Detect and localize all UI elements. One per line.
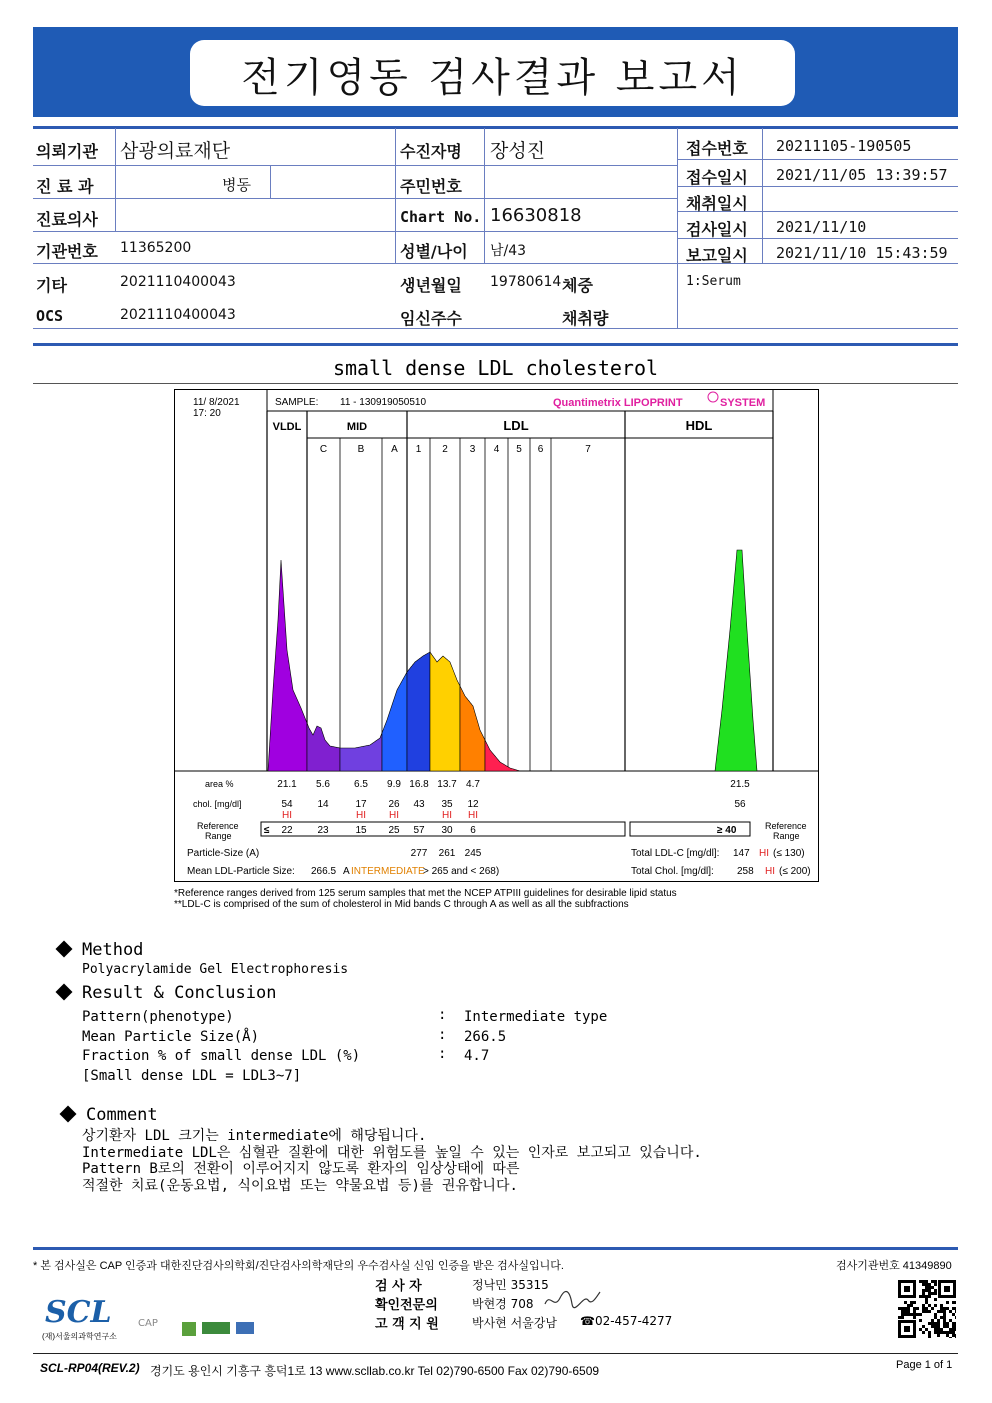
birth-label: 생년월일 [400, 276, 462, 295]
lipoprint-chart-svg [175, 390, 818, 881]
footer-bottom-line [33, 1353, 958, 1354]
sample-id: 11 - 130919050510 [340, 397, 427, 408]
area-value: 21.1 [277, 779, 297, 790]
band-label-4: 4 [493, 444, 500, 455]
birth-value: 19780614 [490, 274, 562, 290]
chol-value: 43 [413, 799, 425, 810]
lh-accreditation-icon [182, 1322, 196, 1336]
result-value-2: 4.7 [464, 1048, 490, 1064]
chart-no-label: Chart No. [400, 208, 482, 226]
footer-divider [33, 1247, 958, 1250]
sex-age-label: 성별/나이 [400, 242, 468, 261]
report-date-value: 2021/11/10 15:43:59 [776, 244, 948, 262]
report-date-label: 보고일시 [686, 246, 748, 265]
chol-value: 54 [281, 799, 293, 810]
ref-label: Reference [197, 821, 239, 831]
band-label-A: A [391, 444, 398, 455]
scl-logo-sub: (재)서울의과학연구소 [42, 1332, 117, 1341]
total-chol-ref: (≤ 200) [779, 866, 811, 877]
area-value: 13.7 [437, 779, 457, 790]
hi-flag: HI [468, 810, 478, 821]
test-date-label: 검사일시 [686, 220, 748, 239]
zone-label-hdl: HDL [685, 418, 713, 433]
lipoprint-mark-icon [708, 392, 718, 402]
area-row-label: area % [205, 779, 234, 789]
diamond-bullet-icon [56, 941, 73, 958]
ocs-label: OCS [36, 307, 64, 325]
reference-note: *Reference ranges derived from 125 serum samples that met the NCEP ATPIII guidelines for desirable lipid status [174, 888, 677, 899]
result-note: [Small dense LDL = LDL3~7] [82, 1068, 302, 1084]
lipoprint-chart [174, 389, 819, 882]
form-number: SCL-RP04(REV.2) [40, 1361, 140, 1375]
pregnancy-label: 임신주수 [400, 309, 462, 328]
vldl-peak [268, 560, 307, 771]
dept-value: 병동 [222, 176, 251, 194]
confirmer-label: 확인전문의 [375, 1298, 438, 1313]
hi-flag: HI [389, 810, 399, 821]
dept-label: 진 료 과 [36, 177, 94, 196]
chart-time: 17: 20 [193, 408, 221, 419]
band-label-1: 1 [415, 444, 422, 455]
area-value: 6.5 [354, 779, 368, 790]
result-colon-0: : [438, 1007, 447, 1023]
chol-value: 56 [734, 799, 746, 810]
comment-line-1: Intermediate LDL은 심혈관 질환에 대한 위험도를 높일 수 있는 인자로 보고되고 있습니다. [82, 1145, 702, 1161]
receipt-no-value: 20211105-190505 [776, 137, 912, 155]
resident-no-label: 주민번호 [400, 177, 462, 196]
result-value-1: 266.5 [464, 1029, 507, 1045]
result-value-0: Intermediate type [464, 1009, 608, 1025]
ref-value: 22 [281, 825, 293, 836]
zone-label-ldl: LDL [503, 418, 529, 433]
mean-size-flag: INTERMEDIATE [351, 866, 425, 877]
particle-size-value: 245 [464, 848, 482, 859]
brand-system: SYSTEM [720, 397, 766, 409]
band-c-peak [307, 723, 340, 771]
eqa-accreditation-icon [202, 1322, 230, 1334]
total-ldl-flag: HI [759, 848, 769, 859]
band-label-6: 6 [537, 444, 544, 455]
inst-code-label: 기관번호 [36, 242, 98, 261]
ref-prefix: ≤ [264, 825, 270, 836]
diamond-bullet-icon [56, 984, 73, 1001]
inst-no: 검사기관번호 41349890 [836, 1260, 952, 1272]
ref-label: Range [205, 831, 232, 841]
area-value: 21.5 [730, 779, 750, 790]
sample-label: SAMPLE: [275, 397, 319, 408]
receipt-no-label: 접수번호 [686, 139, 748, 158]
confirmer-value: 박현경 708 [472, 1297, 534, 1311]
patient-name-label: 수진자명 [400, 142, 462, 161]
ref-value: 25 [388, 825, 400, 836]
support-label: 고 객 지 원 [375, 1317, 439, 1332]
result-label-2: Fraction % of small dense LDL (%) [82, 1048, 361, 1064]
mean-size-label: Mean LDL-Particle Size: [187, 866, 295, 877]
chol-value: 35 [441, 799, 453, 810]
comment-line-3: 적절한 치료(운동요법, 식이요법 또는 약물요법 등)를 권유합니다. [82, 1178, 518, 1194]
hi-flag: HI [442, 810, 452, 821]
result-label-0: Pattern(phenotype) [82, 1009, 234, 1025]
ldl1-peak [407, 652, 430, 771]
chol-value: 12 [467, 799, 479, 810]
ldl4-peak [485, 740, 520, 771]
area-value: 5.6 [316, 779, 330, 790]
area-value: 4.7 [466, 779, 480, 790]
particle-size-value: 277 [410, 848, 428, 859]
ref-value: 57 [413, 825, 425, 836]
zone-label-mid: MID [346, 421, 368, 433]
support-phone: ☎02-457-4277 [580, 1314, 673, 1328]
chol-value: 17 [355, 799, 367, 810]
total-chol-flag: HI [765, 866, 775, 877]
total-chol-label: Total Chol. [mg/dl]: [631, 866, 714, 877]
band-label-2: 2 [442, 444, 448, 455]
institution-value: 삼광의료재단 [120, 140, 231, 162]
cert-text: * 본 검사실은 CAP 인증과 대한진단검사의학회/진단검사의학재단의 우수검사실 신임 인증을 받은 검사실입니다. [33, 1260, 564, 1272]
tester-label: 검 사 자 [375, 1279, 422, 1294]
receipt-time-value: 2021/11/05 13:39:57 [776, 166, 948, 184]
etc-value: 2021110400043 [120, 274, 236, 290]
band-a-peak [382, 672, 407, 771]
scl-logo: SCL [45, 1295, 112, 1330]
chart-date: 11/ 8/2021 [193, 397, 240, 408]
chol-value: 14 [317, 799, 329, 810]
report-title: 전기영동 검사결과 보고서 [241, 55, 744, 101]
section-divider-top [33, 343, 958, 346]
band-label-C: C [319, 444, 328, 455]
comment-line-0: 상기환자 LDL 크기는 intermediate에 해당됩니다. [82, 1128, 427, 1144]
comment-heading [60, 1105, 158, 1125]
kolas-accreditation-icon [236, 1322, 254, 1334]
weight-label: 체중 [562, 276, 593, 295]
band-label-7: 7 [585, 444, 591, 455]
tester-value: 정낙민 35315 [472, 1278, 549, 1292]
ref-value: 15 [355, 825, 367, 836]
ocs-value: 2021110400043 [120, 307, 236, 323]
chol-value: 26 [388, 799, 400, 810]
ref-label-right: Range [773, 831, 800, 841]
particle-size-value: 261 [438, 848, 456, 859]
band-label-B: B [357, 444, 365, 455]
mean-size-value: 266.5 [311, 866, 337, 877]
page-number: Page 1 of 1 [896, 1359, 953, 1371]
hi-flag: HI [282, 810, 292, 821]
result-colon-2: : [438, 1046, 447, 1062]
total-ldl-ref: (≤ 130) [773, 848, 805, 859]
band-label-5: 5 [516, 444, 522, 455]
test-date-value: 2021/11/10 [776, 218, 867, 236]
total-ldl-label: Total LDL-C [mg/dl]: [631, 848, 720, 859]
ref-value: 6 [470, 825, 476, 836]
volume-label: 채취량 [562, 309, 609, 328]
ref-value: 30 [441, 825, 453, 836]
hdl-peak [715, 550, 757, 771]
method-heading [56, 940, 143, 960]
receipt-time-label: 접수일시 [686, 168, 748, 187]
institution-label: 의뢰기관 [36, 142, 98, 161]
brand-name: Quantimetrix LIPOPRINT [553, 397, 683, 409]
area-value: 9.9 [387, 779, 401, 790]
ref-label-right: Reference [765, 821, 807, 831]
patient-name-value: 장성진 [490, 140, 546, 162]
sex-age-value: 남/43 [490, 243, 527, 259]
total-ldl-value: 147 [733, 848, 750, 859]
result-heading [56, 983, 276, 1003]
method-text: Polyacrylamide Gel Electrophoresis [82, 962, 349, 977]
result-colon-1: : [438, 1027, 447, 1043]
mean-size-range: > 265 and < 268) [423, 866, 500, 877]
chart-no-value: 16630818 [490, 205, 582, 226]
method-heading-text: Method [82, 940, 144, 960]
etc-label: 기타 [36, 276, 67, 295]
hi-flag: HI [356, 810, 366, 821]
mean-size-unit: A [343, 866, 350, 877]
comment-heading-text: Comment [86, 1105, 158, 1125]
ldl3-peak [460, 686, 485, 771]
support-value: 박사현 서울강남 [472, 1316, 557, 1330]
zone-label-vldl: VLDL [272, 421, 302, 433]
cap-badge: CAP [138, 1318, 158, 1329]
section-title: small dense LDL cholesterol [332, 356, 659, 380]
total-chol-value: 258 [737, 866, 754, 877]
result-heading-text: Result & Conclusion [82, 983, 277, 1003]
ref-hdl-value: ≥ 40 [717, 825, 737, 836]
diamond-bullet-icon [60, 1106, 77, 1123]
ref-value: 23 [317, 825, 329, 836]
inst-code-value: 11365200 [120, 240, 192, 256]
band-b-peak [340, 733, 382, 771]
ldl-note: **LDL-C is comprised of the sum of cholesterol in Mid bands C through A as well as all the subfractions [174, 899, 629, 910]
signature-image [542, 1288, 602, 1312]
particle-size-label: Particle-Size (A) [187, 848, 260, 859]
collect-time-label: 채취일시 [686, 194, 748, 213]
ldl2-peak [430, 652, 460, 771]
area-value: 16.8 [409, 779, 429, 790]
chol-row-label: chol. [mg/dl] [193, 799, 242, 809]
address: 경기도 용인시 기흥구 흥덕1로 13 www.scllab.co.kr Tel 02)790-6500 Fax 02)790-6509 [150, 1364, 600, 1378]
specimen-value: 1:Serum [686, 274, 741, 289]
result-label-1: Mean Particle Size(Å) [82, 1029, 260, 1045]
doctor-label: 진료의사 [36, 210, 98, 229]
band-label-3: 3 [469, 444, 476, 455]
comment-line-2: Pattern B로의 전환이 이루어지지 않도록 환자의 임상상태에 따른 [82, 1161, 520, 1177]
qr-code-icon [898, 1280, 956, 1338]
section-divider-bottom [33, 383, 958, 384]
